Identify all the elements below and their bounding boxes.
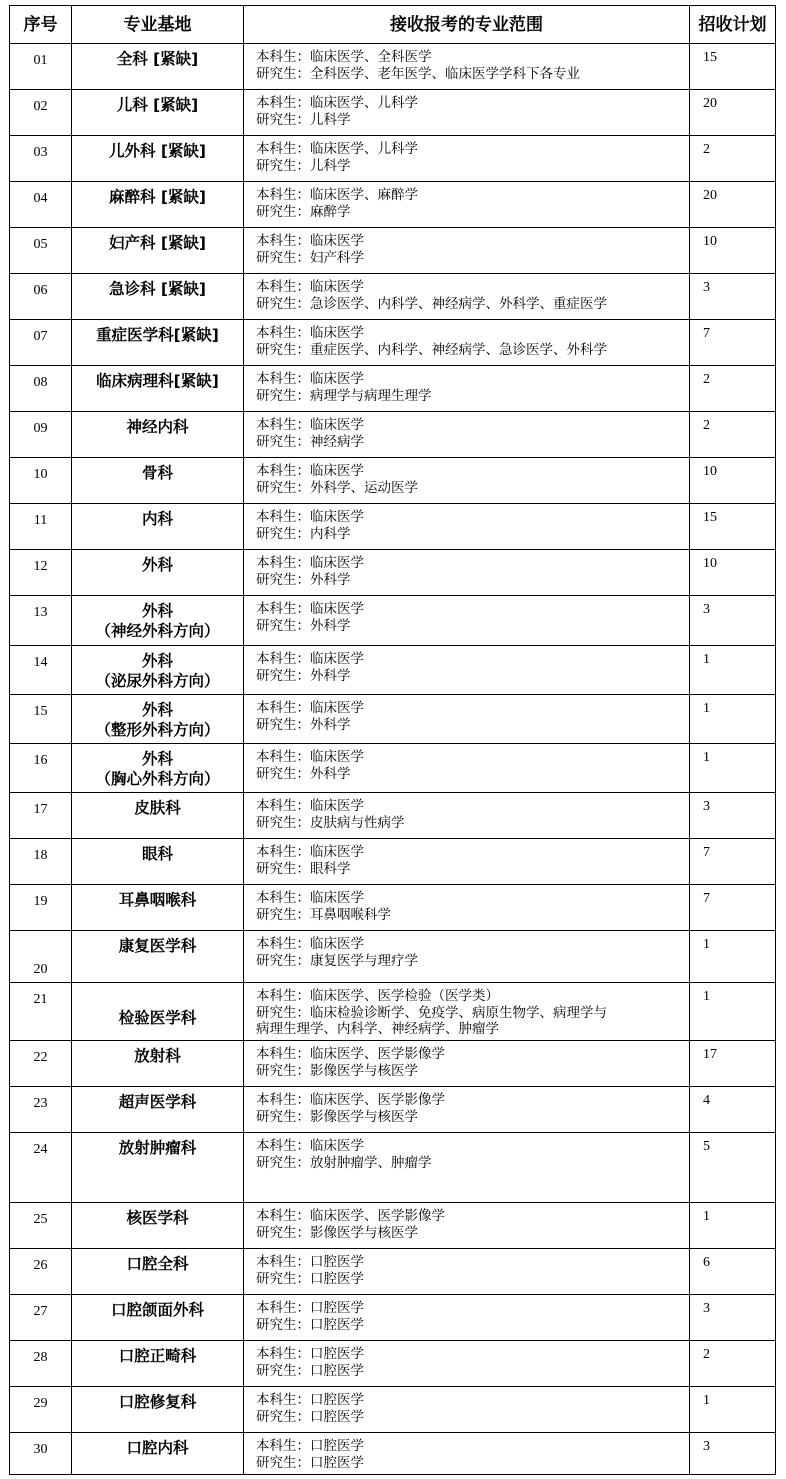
specialty-base	[72, 550, 244, 596]
table-row	[10, 90, 776, 136]
accepted-majors	[244, 90, 690, 136]
specialty-base	[72, 1087, 244, 1133]
row-number: 06	[10, 274, 72, 320]
specialty-base	[72, 1387, 244, 1433]
row-number: 02	[10, 90, 72, 136]
accepted-majors	[244, 320, 690, 366]
graduate-majors: 研究生：儿科学	[256, 157, 351, 174]
header-no: 序号	[10, 6, 72, 44]
recruitment-quota: 1	[690, 646, 776, 695]
specialty-base-line: 全科 [紧缺]	[116, 50, 199, 68]
specialty-base	[72, 182, 244, 228]
recruitment-quota: 1	[690, 744, 776, 793]
row-number: 28	[10, 1341, 72, 1387]
recruitment-quota: 10	[690, 458, 776, 504]
undergraduate-majors: 本科生：临床医学	[256, 844, 364, 860]
undergraduate-majors: 本科生：临床医学	[256, 936, 364, 952]
undergraduate-majors: 本科生：临床医学、儿科学	[256, 141, 418, 157]
table-row	[10, 983, 776, 1041]
undergraduate-majors: 本科生：临床医学、医学影像学	[256, 1092, 445, 1108]
recruitment-plan-table	[9, 5, 776, 1475]
undergraduate-majors: 本科生：临床医学、医学影像学	[256, 1208, 445, 1224]
graduate-majors: 研究生：口腔医学	[256, 1454, 364, 1471]
specialty-base	[72, 931, 244, 983]
graduate-majors: 研究生：外科学	[256, 571, 351, 588]
graduate-majors: 研究生：全科医学、老年医学、临床医学学科下各专业	[256, 65, 580, 82]
specialty-base-line: （泌尿外科方向）	[95, 672, 220, 690]
row-number: 04	[10, 182, 72, 228]
table-row	[10, 44, 776, 90]
row-number: 27	[10, 1295, 72, 1341]
specialty-base-line: 放射肿瘤科	[118, 1139, 197, 1157]
row-number: 23	[10, 1087, 72, 1133]
accepted-majors	[244, 412, 690, 458]
specialty-base-line: 检验医学科	[118, 1009, 197, 1027]
table-row	[10, 1249, 776, 1295]
table-row	[10, 1433, 776, 1475]
table-row	[10, 228, 776, 274]
table-row	[10, 646, 776, 695]
specialty-base	[72, 1433, 244, 1475]
specialty-base-line: （神经外科方向）	[95, 622, 220, 640]
recruitment-quota: 17	[690, 1041, 776, 1087]
specialty-base	[72, 458, 244, 504]
accepted-majors	[244, 1387, 690, 1433]
recruitment-quota: 1	[690, 1203, 776, 1249]
accepted-majors	[244, 839, 690, 885]
table-row	[10, 885, 776, 931]
specialty-base-line: 核医学科	[126, 1209, 189, 1227]
specialty-base-line: 耳鼻咽喉科	[118, 891, 197, 909]
graduate-majors: 研究生：外科学	[256, 667, 351, 684]
row-number: 14	[10, 646, 72, 695]
graduate-majors: 研究生：口腔医学	[256, 1316, 364, 1333]
specialty-base-line: 康复医学科	[118, 937, 197, 955]
table-body	[10, 44, 776, 1475]
accepted-majors	[244, 274, 690, 320]
row-number: 19	[10, 885, 72, 931]
accepted-majors	[244, 646, 690, 695]
specialty-base	[72, 744, 244, 793]
graduate-majors: 研究生：外科学	[256, 765, 351, 782]
recruitment-quota: 2	[690, 412, 776, 458]
specialty-base	[72, 366, 244, 412]
recruitment-quota: 1	[690, 983, 776, 1041]
specialty-base	[72, 90, 244, 136]
undergraduate-majors: 本科生：临床医学	[256, 509, 364, 525]
specialty-base	[72, 1295, 244, 1341]
table-header-row	[10, 6, 776, 44]
recruitment-quota: 6	[690, 1249, 776, 1295]
row-number: 13	[10, 596, 72, 646]
undergraduate-majors: 本科生：临床医学	[256, 798, 364, 814]
specialty-base-line: 放射科	[134, 1047, 181, 1065]
specialty-base	[72, 1341, 244, 1387]
specialty-base-line: 骨科	[141, 464, 173, 482]
table-row	[10, 1295, 776, 1341]
recruitment-quota: 7	[690, 320, 776, 366]
undergraduate-majors: 本科生：临床医学	[256, 463, 364, 479]
graduate-majors: 研究生：内科学	[256, 525, 351, 542]
specialty-base-line: 神经内科	[126, 418, 189, 436]
specialty-base-line: 皮肤科	[134, 799, 181, 817]
accepted-majors	[244, 504, 690, 550]
accepted-majors	[244, 1433, 690, 1475]
recruitment-quota: 2	[690, 366, 776, 412]
undergraduate-majors: 本科生：口腔医学	[256, 1392, 364, 1408]
specialty-base	[72, 320, 244, 366]
specialty-base	[72, 228, 244, 274]
row-number: 05	[10, 228, 72, 274]
graduate-majors: 研究生：外科学、运动医学	[256, 479, 418, 496]
graduate-majors: 研究生：重症医学、内科学、神经病学、急诊医学、外科学	[256, 341, 607, 358]
row-number: 22	[10, 1041, 72, 1087]
specialty-base-line: 眼科	[141, 845, 173, 863]
specialty-base-line	[72, 988, 243, 1008]
accepted-majors	[244, 228, 690, 274]
undergraduate-majors: 本科生：临床医学	[256, 651, 364, 667]
specialty-base	[72, 885, 244, 931]
specialty-base	[72, 839, 244, 885]
row-number: 10	[10, 458, 72, 504]
undergraduate-majors: 本科生：临床医学	[256, 601, 364, 617]
table-row	[10, 182, 776, 228]
undergraduate-majors: 本科生：临床医学	[256, 417, 364, 433]
undergraduate-majors: 本科生：口腔医学	[256, 1254, 364, 1270]
accepted-majors	[244, 44, 690, 90]
recruitment-quota: 3	[690, 596, 776, 646]
undergraduate-majors: 本科生：口腔医学	[256, 1300, 364, 1316]
row-number: 25	[10, 1203, 72, 1249]
graduate-majors: 研究生：口腔医学	[256, 1408, 364, 1425]
specialty-base-line: 麻醉科 [紧缺]	[108, 188, 207, 206]
undergraduate-majors: 本科生：临床医学	[256, 325, 364, 341]
specialty-base	[72, 1133, 244, 1203]
specialty-base	[72, 1203, 244, 1249]
row-number: 17	[10, 793, 72, 839]
table-row	[10, 412, 776, 458]
table-row	[10, 744, 776, 793]
graduate-majors: 研究生：临床检验诊断学、免疫学、病原生物学、病理学与	[256, 1004, 607, 1021]
recruitment-quota: 3	[690, 793, 776, 839]
undergraduate-majors: 本科生：临床医学	[256, 700, 364, 716]
specialty-base	[72, 412, 244, 458]
table-row	[10, 1341, 776, 1387]
specialty-base	[72, 793, 244, 839]
specialty-base-line: 口腔正畸科	[118, 1347, 197, 1365]
table-row	[10, 1203, 776, 1249]
specialty-base-line: 重症医学科[紧缺]	[96, 326, 219, 344]
graduate-majors: 研究生：眼科学	[256, 860, 351, 877]
undergraduate-majors: 本科生：临床医学	[256, 890, 364, 906]
accepted-majors	[244, 1133, 690, 1203]
specialty-base	[72, 274, 244, 320]
specialty-base	[72, 596, 244, 646]
graduate-majors: 研究生：放射肿瘤学、肿瘤学	[256, 1154, 432, 1171]
recruitment-quota: 1	[690, 931, 776, 983]
table-row	[10, 1133, 776, 1203]
row-number: 30	[10, 1433, 72, 1475]
row-number: 20	[10, 931, 72, 983]
undergraduate-majors: 本科生：临床医学	[256, 279, 364, 295]
accepted-majors	[244, 1087, 690, 1133]
specialty-base-line: 外科	[141, 750, 173, 768]
accepted-majors	[244, 695, 690, 744]
specialty-base-line: 妇产科 [紧缺]	[108, 234, 207, 252]
undergraduate-majors: 本科生：临床医学、医学影像学	[256, 1046, 445, 1062]
undergraduate-majors: 本科生：临床医学	[256, 555, 364, 571]
recruitment-quota: 5	[690, 1133, 776, 1203]
accepted-majors	[244, 596, 690, 646]
accepted-majors	[244, 458, 690, 504]
table-row	[10, 504, 776, 550]
specialty-base	[72, 1041, 244, 1087]
specialty-base-line: 外科	[141, 556, 173, 574]
specialty-base-line: 儿外科 [紧缺]	[108, 142, 207, 160]
specialty-base	[72, 695, 244, 744]
recruitment-quota: 10	[690, 550, 776, 596]
graduate-majors: 病理生理学、内科学、神经病学、肿瘤学	[256, 1021, 499, 1037]
graduate-majors: 研究生：外科学	[256, 617, 351, 634]
row-number: 12	[10, 550, 72, 596]
graduate-majors: 研究生：皮肤病与性病学	[256, 814, 405, 831]
undergraduate-majors: 本科生：临床医学、医学检验（医学类）	[256, 988, 499, 1004]
recruitment-quota: 10	[690, 228, 776, 274]
recruitment-quota: 3	[690, 1433, 776, 1475]
table-row	[10, 793, 776, 839]
table-row	[10, 1087, 776, 1133]
specialty-base	[72, 504, 244, 550]
graduate-majors: 研究生：影像医学与核医学	[256, 1108, 418, 1125]
recruitment-quota: 7	[690, 839, 776, 885]
graduate-majors: 研究生：急诊医学、内科学、神经病学、外科学、重症医学	[256, 295, 607, 312]
row-number: 08	[10, 366, 72, 412]
graduate-majors: 研究生：妇产科学	[256, 249, 364, 266]
accepted-majors	[244, 182, 690, 228]
row-number: 29	[10, 1387, 72, 1433]
row-number: 01	[10, 44, 72, 90]
table-row	[10, 458, 776, 504]
undergraduate-majors: 本科生：临床医学、全科医学	[256, 49, 432, 65]
accepted-majors	[244, 744, 690, 793]
graduate-majors: 研究生：影像医学与核医学	[256, 1224, 418, 1241]
graduate-majors: 研究生：口腔医学	[256, 1270, 364, 1287]
specialty-base-line: 外科	[141, 652, 173, 670]
recruitment-quota: 4	[690, 1087, 776, 1133]
row-number: 11	[10, 504, 72, 550]
table-row	[10, 596, 776, 646]
recruitment-quota: 3	[690, 274, 776, 320]
row-number: 15	[10, 695, 72, 744]
specialty-base-line: 外科	[141, 701, 173, 719]
recruitment-quota: 3	[690, 1295, 776, 1341]
specialty-base	[72, 44, 244, 90]
accepted-majors	[244, 983, 690, 1041]
accepted-majors	[244, 931, 690, 983]
table-row	[10, 695, 776, 744]
specialty-base-line: （整形外科方向）	[95, 721, 220, 739]
accepted-majors	[244, 550, 690, 596]
graduate-majors: 研究生：神经病学	[256, 433, 364, 450]
table-row	[10, 550, 776, 596]
graduate-majors: 研究生：病理学与病理生理学	[256, 387, 432, 404]
specialty-base-line: 内科	[141, 510, 173, 528]
specialty-base-line: 急诊科 [紧缺]	[108, 280, 207, 298]
recruitment-quota: 20	[690, 182, 776, 228]
accepted-majors	[244, 1249, 690, 1295]
recruitment-quota: 20	[690, 90, 776, 136]
accepted-majors	[244, 1041, 690, 1087]
specialty-base-line: 口腔内科	[126, 1439, 189, 1457]
specialty-base	[72, 1249, 244, 1295]
row-number: 03	[10, 136, 72, 182]
undergraduate-majors: 本科生：临床医学、麻醉学	[256, 187, 418, 203]
accepted-majors	[244, 1203, 690, 1249]
recruitment-quota: 2	[690, 1341, 776, 1387]
recruitment-quota: 1	[690, 1387, 776, 1433]
row-number: 18	[10, 839, 72, 885]
graduate-majors: 研究生：麻醉学	[256, 203, 351, 220]
graduate-majors: 研究生：外科学	[256, 716, 351, 733]
row-number: 26	[10, 1249, 72, 1295]
accepted-majors	[244, 1341, 690, 1387]
header-plan: 招收计划	[690, 6, 776, 44]
specialty-base-line: 临床病理科[紧缺]	[96, 372, 219, 390]
undergraduate-majors: 本科生：临床医学	[256, 1138, 364, 1154]
specialty-base-line: 口腔颌面外科	[110, 1301, 204, 1319]
undergraduate-majors: 本科生：口腔医学	[256, 1438, 364, 1454]
recruitment-quota: 15	[690, 504, 776, 550]
specialty-base-line: 口腔修复科	[118, 1393, 197, 1411]
accepted-majors	[244, 793, 690, 839]
specialty-base-line: 外科	[141, 602, 173, 620]
specialty-base	[72, 136, 244, 182]
specialty-base-line: （胸心外科方向）	[95, 770, 220, 788]
graduate-majors: 研究生：儿科学	[256, 111, 351, 128]
undergraduate-majors: 本科生：临床医学、儿科学	[256, 95, 418, 111]
specialty-base-line: 口腔全科	[126, 1255, 189, 1273]
row-number: 07	[10, 320, 72, 366]
graduate-majors: 研究生：耳鼻咽喉科学	[256, 906, 391, 923]
accepted-majors	[244, 136, 690, 182]
header-scope: 接收报考的专业范围	[244, 6, 690, 44]
header-base: 专业基地	[72, 6, 244, 44]
undergraduate-majors: 本科生：临床医学	[256, 233, 364, 249]
recruitment-quota: 2	[690, 136, 776, 182]
specialty-base-line: 儿科 [紧缺]	[116, 96, 199, 114]
accepted-majors	[244, 366, 690, 412]
table-row	[10, 1387, 776, 1433]
recruitment-quota: 15	[690, 44, 776, 90]
accepted-majors	[244, 885, 690, 931]
table-row	[10, 931, 776, 983]
graduate-majors: 研究生：康复医学与理疗学	[256, 952, 418, 969]
specialty-base-line: 超声医学科	[118, 1093, 197, 1111]
table-row	[10, 366, 776, 412]
specialty-base	[72, 646, 244, 695]
recruitment-quota: 1	[690, 695, 776, 744]
table-row	[10, 320, 776, 366]
table-row	[10, 136, 776, 182]
accepted-majors	[244, 1295, 690, 1341]
table-row	[10, 1041, 776, 1087]
undergraduate-majors: 本科生：口腔医学	[256, 1346, 364, 1362]
specialty-base	[72, 983, 244, 1041]
table-row	[10, 839, 776, 885]
table-row	[10, 274, 776, 320]
row-number: 21	[10, 983, 72, 1041]
undergraduate-majors: 本科生：临床医学	[256, 371, 364, 387]
recruitment-quota: 7	[690, 885, 776, 931]
row-number: 16	[10, 744, 72, 793]
row-number: 09	[10, 412, 72, 458]
row-number: 24	[10, 1133, 72, 1203]
graduate-majors: 研究生：口腔医学	[256, 1362, 364, 1379]
graduate-majors: 研究生：影像医学与核医学	[256, 1062, 418, 1079]
undergraduate-majors: 本科生：临床医学	[256, 749, 364, 765]
